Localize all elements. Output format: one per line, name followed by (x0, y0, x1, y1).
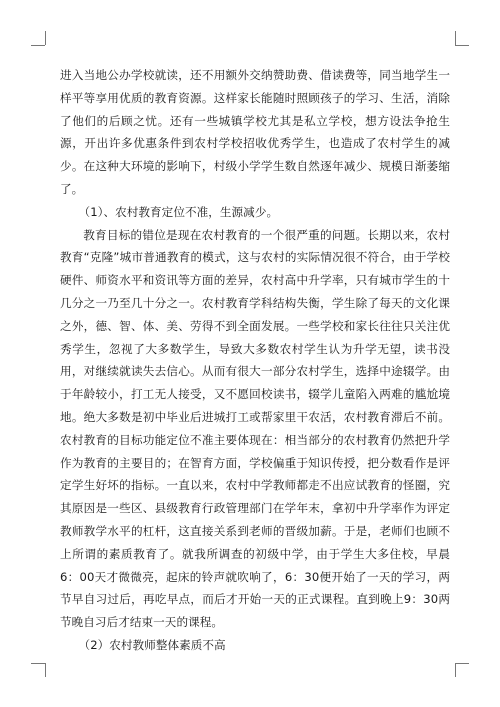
crop-mark-bottom-right-h (455, 663, 469, 664)
crop-mark-top-left-v (45, 31, 46, 45)
crop-mark-bottom-left-v (45, 663, 46, 677)
document-body (60, 64, 450, 657)
paragraph-intro: 进入当地公办学校就读，还不用额外交纳赞助费、借读费等，同当地学生一样平等享用优质的教育资源。这样家长能随时照顾孩子的学习、生活，消除了他们的后顾之忧。还有一些城镇学校尤其是私立学校，想方设法争抢生源，开出许多优惠条件到农村学校招收优秀学生，也造成了农村学生的减少。在这种大环境的影响下，村级小学学生数自然逐年减少、规模日渐萎缩了。 (60, 68, 450, 196)
crop-mark-bottom-left-h (31, 663, 45, 664)
crop-mark-top-right-h (455, 45, 469, 46)
section-heading-1: （1）、农村教育定位不准，生源减少。 (78, 204, 279, 219)
crop-mark-top-right-v (455, 31, 456, 45)
crop-mark-top-left-h (31, 45, 45, 46)
crop-mark-bottom-right-v (455, 663, 456, 677)
section-heading-2: （2）农村教师整体素质不高 (78, 637, 226, 652)
paragraph-education-goals: 教育目标的错位是现在农村教育的一个很严重的问题。长期以来，农村教育“克隆”城市普通教育的模式，这与农村的实际情况很不符合，由于学校硬件、师资水平和资讯等方面的差异，农村高中升学率，只有城市学生的十几分之一乃至几十分之一。农村教育学科结构失衡，学生除了每天的文化课之外，德、智、体、美、劳得不到全面发展。一些学校和家长往往只关注优秀学生，忽视了大多数学生，导致大多数农村学生认为升学无望，读书没用，对继续就读失去信心。从而有很大一部分农村学生，选择中途辍学。由于年龄较小，打工无人接受，又不愿回校读书，辍学儿童陷入两难的尴尬境地。绝大多数是初中毕业后进城打工或帮家里干农活，农村教育滞后不前。农村教育的目标功能定位不准主要体现在：相当部分的农村教育仍然把升学作为教育的主要目的；在智育方面，学校偏重于知识传授，把分数看作是评定学生好坏的指标。一直以来，农村中学教师都走不出应试教育的怪圈，究其原因是一些区、县级教育行政管理部门在学年末，拿初中升学率作为评定教师教学水平的杠杆，这直接关系到老师的晋级加薪。于是，老师们也顾不上所谓的素质教育了。就我所调查的初级中学，由于学生大多住校，早晨6：00天才微微亮，起床的铃声就吹响了，6：30便开始了一天的学习，两节早自习过后，再吃早点，而后才开始一天的正式课程。直到晚上9：30两节晚自习后才结束一天的课程。 (60, 227, 450, 630)
